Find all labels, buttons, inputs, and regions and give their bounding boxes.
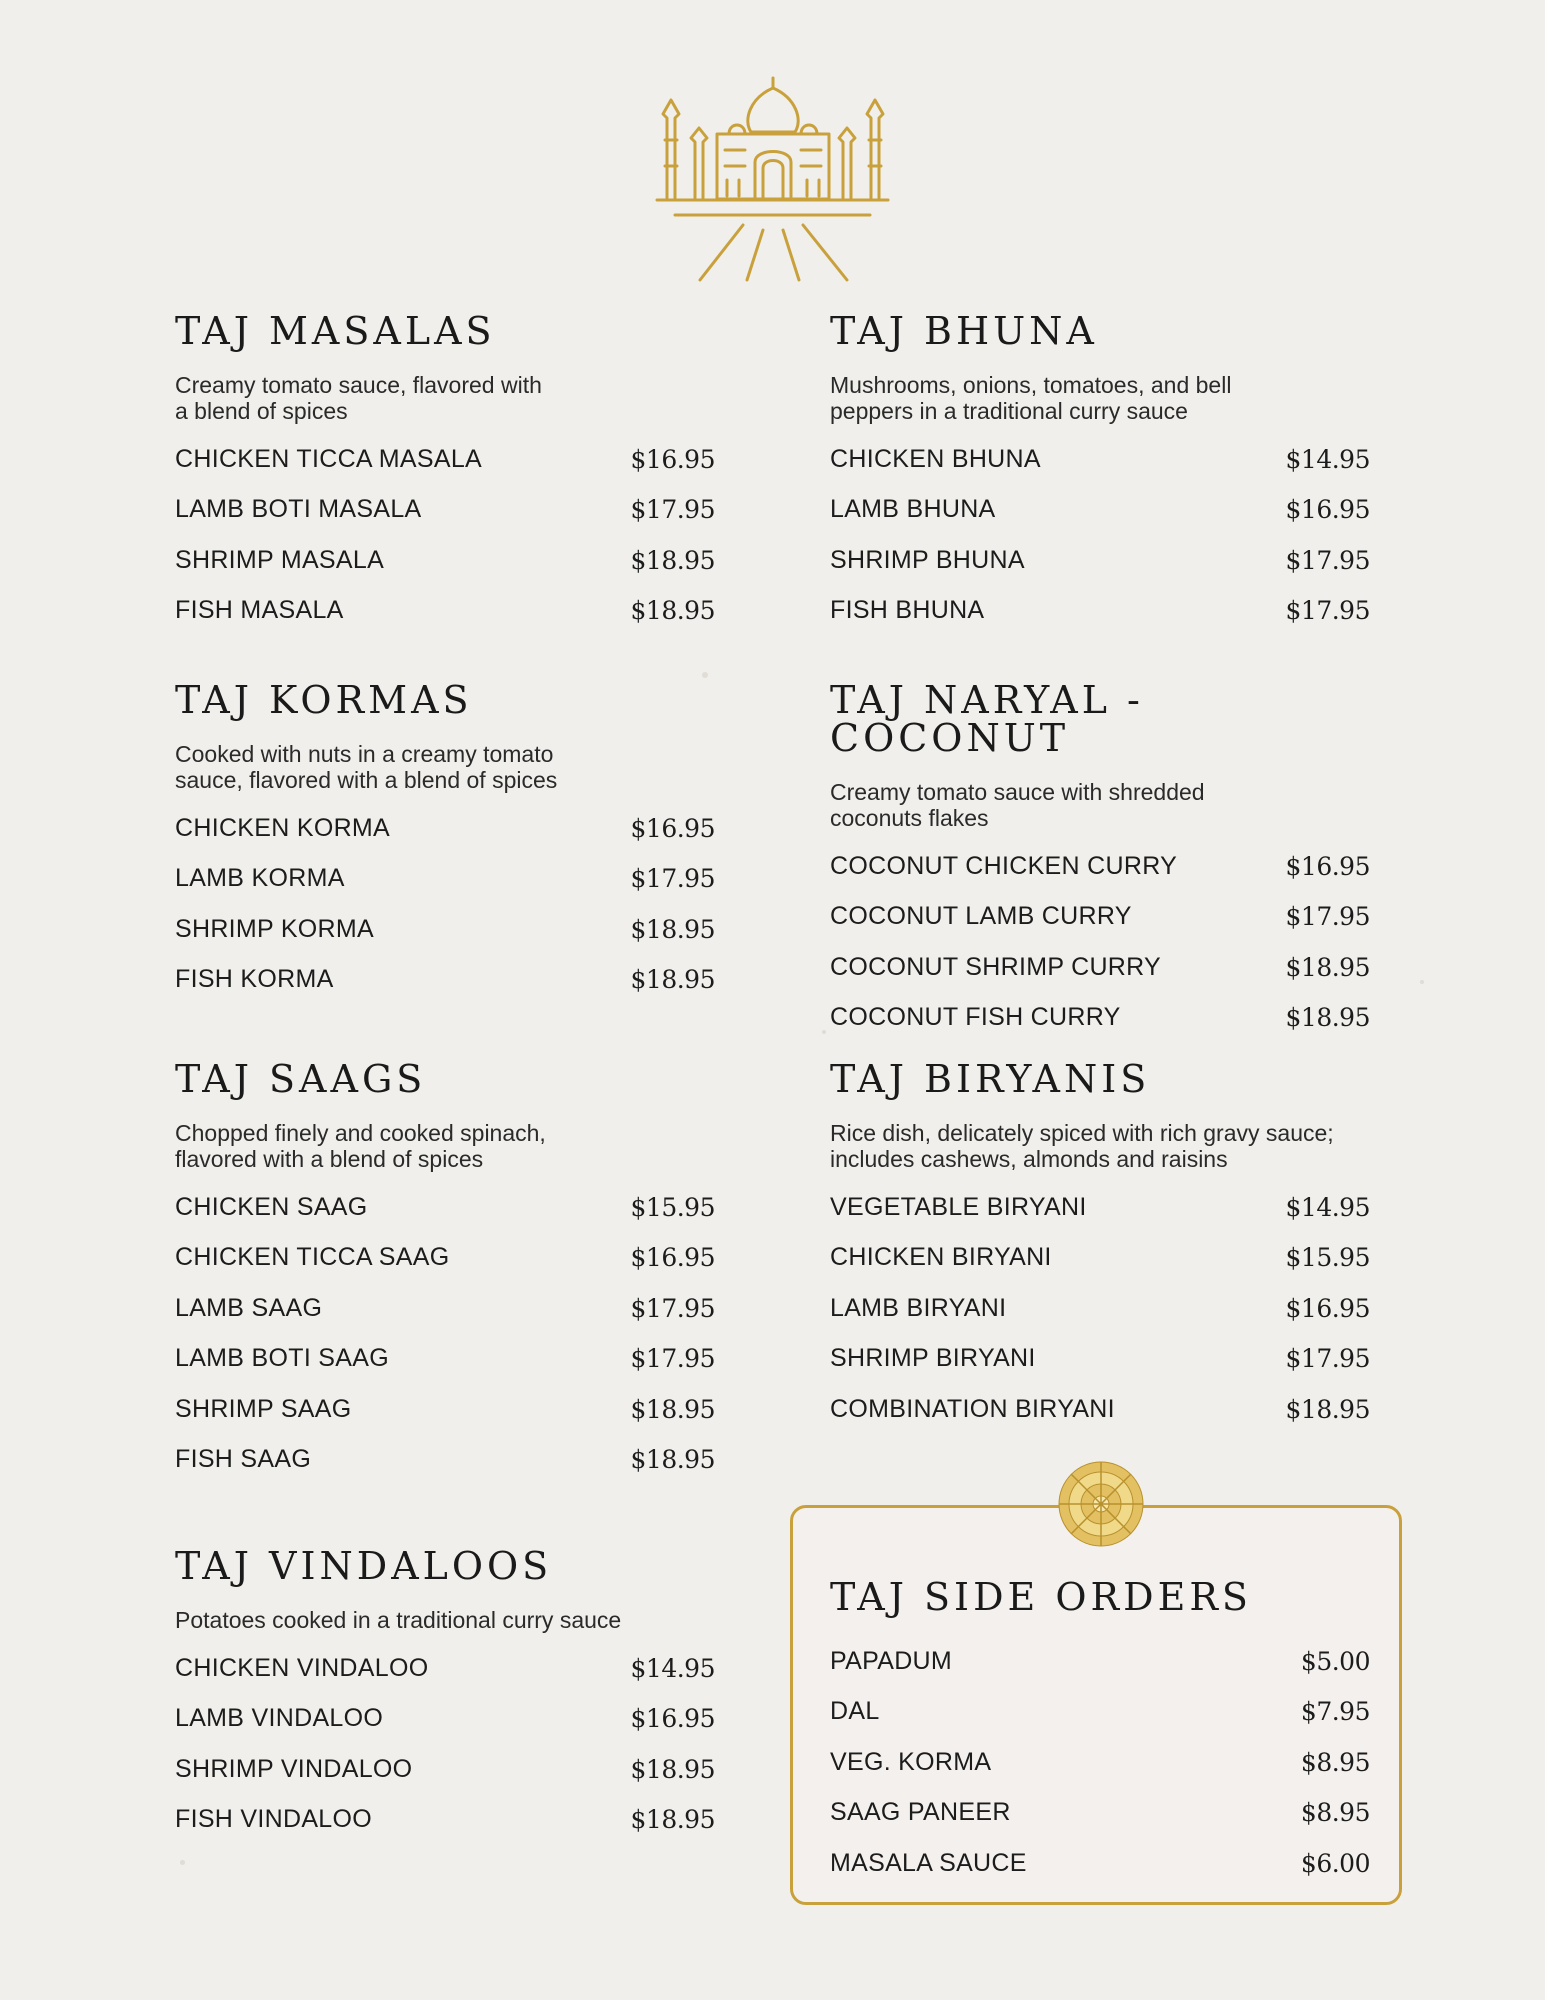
item-price: $17.95 — [1285, 545, 1370, 575]
item-name: COCONUT LAMB CURRY — [830, 902, 1132, 931]
item-name: DAL — [830, 1697, 880, 1726]
item-name: CHICKEN KORMA — [175, 813, 391, 842]
menu-item — [175, 1182, 715, 1233]
item-price: $7.95 — [1300, 1697, 1370, 1727]
menu-items — [175, 434, 715, 636]
item-price: $5.00 — [1300, 1646, 1370, 1676]
section-description: Rice dish, delicately spiced with rich gravy sauce; includes cashews, almonds and raisins — [830, 1120, 1334, 1172]
item-name: FISH SAAG — [175, 1445, 312, 1474]
item-price: $17.95 — [1285, 902, 1370, 932]
menu-item — [175, 904, 715, 955]
item-price: $18.95 — [630, 1445, 715, 1475]
item-price: $17.95 — [630, 1293, 715, 1323]
item-price: $18.95 — [1285, 1003, 1370, 1033]
menu-item — [830, 993, 1370, 1044]
menu-items — [830, 434, 1370, 636]
section-side-orders — [830, 1575, 1370, 1889]
section-bhuna — [830, 309, 1370, 636]
section-description: Chopped finely and cooked spinach, flavored with a blend of spices — [175, 1120, 546, 1172]
menu-item — [175, 1435, 715, 1486]
item-name: LAMB SAAG — [175, 1293, 323, 1322]
section-title: TAJ BHUNA — [830, 309, 1098, 353]
item-price: $17.95 — [630, 1344, 715, 1374]
section-title: TAJ NARYAL - COCONUT — [830, 678, 1144, 760]
item-name: LAMB VINDALOO — [175, 1704, 384, 1733]
item-name: FISH MASALA — [175, 596, 344, 625]
menu-item — [175, 1694, 715, 1745]
item-price: $18.95 — [1285, 1394, 1370, 1424]
menu-item — [830, 1233, 1370, 1284]
item-price: $15.95 — [1285, 1243, 1370, 1273]
item-price: $16.95 — [1285, 1293, 1370, 1323]
menu-item — [830, 1334, 1370, 1385]
item-price: $15.95 — [630, 1192, 715, 1222]
section-description: Potatoes cooked in a traditional curry sauce — [175, 1607, 622, 1633]
item-price: $16.95 — [1285, 851, 1370, 881]
item-name: SHRIMP KORMA — [175, 914, 374, 943]
item-name: FISH VINDALOO — [175, 1805, 372, 1834]
item-name: LAMB BOTI MASALA — [175, 495, 422, 524]
menu-item — [830, 1838, 1370, 1889]
menu-item — [830, 841, 1370, 892]
menu-item — [175, 1283, 715, 1334]
menu-item — [175, 535, 715, 586]
item-name: CHICKEN BIRYANI — [830, 1243, 1052, 1272]
item-price: $14.95 — [1285, 1192, 1370, 1222]
item-name: CHICKEN SAAG — [175, 1192, 368, 1221]
paper-speck — [180, 1860, 185, 1865]
item-price: $8.95 — [1300, 1747, 1370, 1777]
item-price: $17.95 — [630, 864, 715, 894]
section-title: TAJ KORMAS — [175, 678, 473, 722]
item-price: $16.95 — [630, 1243, 715, 1273]
menu-item — [830, 1636, 1370, 1687]
item-name: CHICKEN TICCA SAAG — [175, 1243, 450, 1272]
menu-items — [830, 1636, 1370, 1889]
section-description: Creamy tomato sauce, flavored with a blend of spices — [175, 372, 542, 424]
item-name: CHICKEN BHUNA — [830, 444, 1041, 473]
item-name: COCONUT SHRIMP CURRY — [830, 952, 1162, 981]
menu-item — [830, 1737, 1370, 1788]
section-title: TAJ VINDALOOS — [175, 1544, 553, 1588]
section-kormas — [175, 678, 715, 1005]
item-name: LAMB KORMA — [175, 864, 345, 893]
menu-item — [830, 942, 1370, 993]
menu-item — [175, 1795, 715, 1846]
item-price: $18.95 — [630, 596, 715, 626]
menu-item — [830, 1687, 1370, 1738]
item-name: COMBINATION BIRYANI — [830, 1394, 1115, 1423]
menu-item — [175, 1334, 715, 1385]
menu-item — [175, 955, 715, 1006]
item-price: $14.95 — [630, 1653, 715, 1683]
item-name: COCONUT CHICKEN CURRY — [830, 851, 1178, 880]
item-price: $8.95 — [1300, 1798, 1370, 1828]
item-name: SAAG PANEER — [830, 1798, 1011, 1827]
item-name: LAMB BIRYANI — [830, 1293, 1007, 1322]
item-name: LAMB BOTI SAAG — [175, 1344, 389, 1373]
item-price: $18.95 — [630, 965, 715, 995]
item-name: VEG. KORMA — [830, 1747, 992, 1776]
section-saags — [175, 1057, 715, 1485]
item-price: $6.00 — [1300, 1848, 1370, 1878]
item-name: LAMB BHUNA — [830, 495, 996, 524]
item-price: $18.95 — [630, 914, 715, 944]
section-biryanis — [830, 1057, 1370, 1435]
section-description: Cooked with nuts in a creamy tomato sauce, flavored with a blend of spices — [175, 741, 558, 793]
menu-item — [830, 1788, 1370, 1839]
menu-items — [175, 1643, 715, 1845]
menu-item — [175, 485, 715, 536]
item-name: VEGETABLE BIRYANI — [830, 1192, 1087, 1221]
item-price: $14.95 — [1285, 444, 1370, 474]
menu-item — [830, 535, 1370, 586]
taj-mahal-icon — [655, 70, 890, 285]
menu-items — [175, 1182, 715, 1485]
section-vindaloos — [175, 1544, 715, 1845]
item-price: $18.95 — [630, 545, 715, 575]
item-name: FISH BHUNA — [830, 596, 985, 625]
menu-item — [175, 803, 715, 854]
section-masalas — [175, 309, 715, 636]
menu-item — [175, 1233, 715, 1284]
paper-speck — [702, 672, 708, 678]
paper-speck — [822, 1030, 826, 1034]
menu-item — [175, 1744, 715, 1795]
item-name: COCONUT FISH CURRY — [830, 1003, 1121, 1032]
section-title: TAJ SAAGS — [175, 1057, 427, 1101]
item-price: $17.95 — [1285, 1344, 1370, 1374]
menu-items — [830, 841, 1370, 1043]
item-price: $18.95 — [630, 1394, 715, 1424]
paper-speck — [1420, 980, 1424, 984]
item-price: $16.95 — [630, 444, 715, 474]
item-price: $18.95 — [630, 1754, 715, 1784]
item-name: SHRIMP MASALA — [175, 545, 385, 574]
menu-item — [830, 1182, 1370, 1233]
menu-item — [175, 1643, 715, 1694]
item-price: $17.95 — [1285, 596, 1370, 626]
menu-item — [175, 586, 715, 637]
menu-item — [175, 434, 715, 485]
item-name: PAPADUM — [830, 1646, 953, 1675]
menu-item — [830, 485, 1370, 536]
item-price: $18.95 — [1285, 952, 1370, 982]
item-name: MASALA SAUCE — [830, 1848, 1027, 1877]
item-name: SHRIMP BIRYANI — [830, 1344, 1036, 1373]
section-title: TAJ SIDE ORDERS — [830, 1575, 1252, 1619]
item-price: $16.95 — [630, 813, 715, 843]
item-name: CHICKEN TICCA MASALA — [175, 444, 483, 473]
menu-items — [175, 803, 715, 1005]
item-price: $16.95 — [630, 1704, 715, 1734]
item-price: $17.95 — [630, 495, 715, 525]
section-title: TAJ BIRYANIS — [830, 1057, 1151, 1101]
item-name: CHICKEN VINDALOO — [175, 1653, 429, 1682]
item-name: SHRIMP VINDALOO — [175, 1754, 413, 1783]
item-name: SHRIMP BHUNA — [830, 545, 1025, 574]
item-name: SHRIMP SAAG — [175, 1394, 352, 1423]
menu-item — [175, 1384, 715, 1435]
item-price: $18.95 — [630, 1805, 715, 1835]
section-naryal — [830, 678, 1370, 1043]
section-description: Mushrooms, onions, tomatoes, and bell peppers in a traditional curry sauce — [830, 372, 1232, 424]
item-price: $16.95 — [1285, 495, 1370, 525]
section-title: TAJ MASALAS — [175, 309, 496, 353]
menu-item — [830, 1283, 1370, 1334]
menu-item — [830, 434, 1370, 485]
menu-items — [830, 1182, 1370, 1435]
menu-item — [830, 892, 1370, 943]
item-name: FISH KORMA — [175, 965, 334, 994]
section-description: Creamy tomato sauce with shredded coconuts flakes — [830, 779, 1205, 831]
menu-item — [830, 1384, 1370, 1435]
menu-item — [830, 586, 1370, 637]
menu-item — [175, 854, 715, 905]
mandala-icon — [1057, 1460, 1145, 1548]
